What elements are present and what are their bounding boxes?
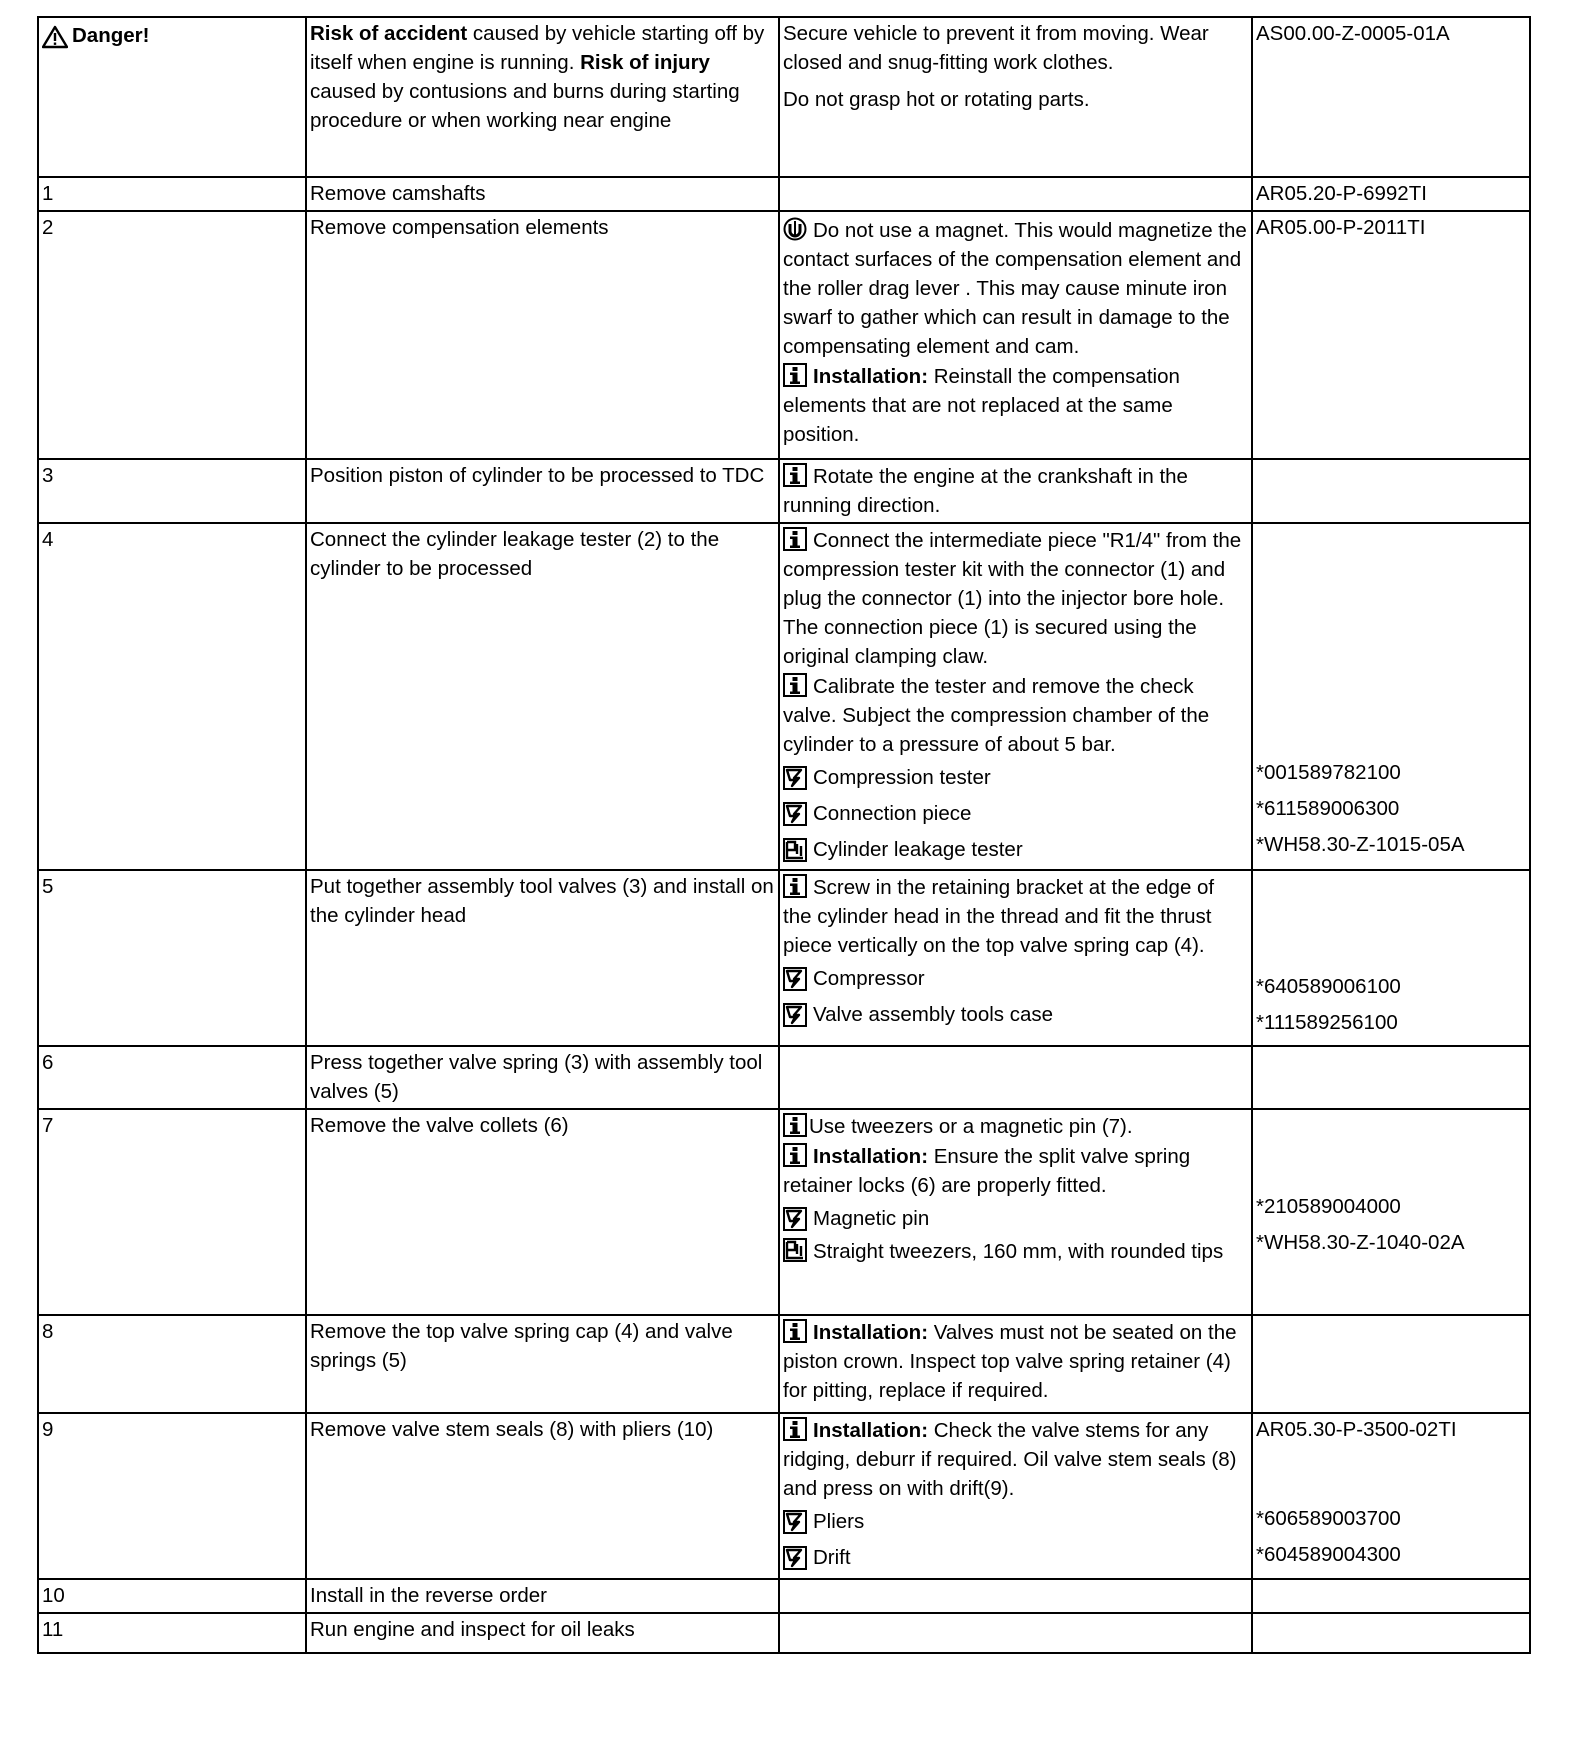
step-row-2 <box>38 211 1530 459</box>
danger-measures-cell <box>779 17 1252 177</box>
workshop-equipment-icon <box>783 838 807 862</box>
step-number: 2 <box>38 211 306 459</box>
special-tool-icon <box>783 1003 807 1027</box>
workshop-equipment-icon <box>783 1238 807 1262</box>
danger-label: Danger! <box>72 24 150 47</box>
step-ref <box>1252 1579 1530 1613</box>
step-ref: AR05.20-P-6992TI <box>1252 177 1530 211</box>
danger-row <box>38 17 1530 177</box>
tool-name: Compressor <box>813 966 925 990</box>
step-action: Install in the reverse order <box>306 1579 779 1613</box>
step-number: 5 <box>38 870 306 1046</box>
note-text: Valves must not be seated on the piston crown. Inspect top valve spring retainer (4) for pitting, replace if required. <box>783 1321 1237 1402</box>
tool-ref: *604589004300 <box>1256 1543 1401 1566</box>
step-number: 6 <box>38 1046 306 1109</box>
step-ref: AR05.00-P-2011TI <box>1252 211 1530 459</box>
special-tool-icon <box>783 1546 807 1570</box>
tool-name: Compression tester <box>813 765 991 789</box>
note-text: Rotate the engine at the crankshaft in the running direction. <box>783 465 1188 517</box>
tool-line <box>783 795 1248 831</box>
danger-measure-2: Do not grasp hot or rotating parts. <box>783 88 1090 111</box>
step-row-9 <box>38 1413 1530 1579</box>
step-ref <box>1252 1613 1530 1653</box>
step-action: Run engine and inspect for oil leaks <box>306 1613 779 1653</box>
special-tool-icon <box>783 766 807 790</box>
special-tool-icon <box>783 1207 807 1231</box>
step-action: Remove the valve collets (6) <box>306 1109 779 1315</box>
step-notes <box>779 870 1252 1046</box>
no-magnet-icon <box>783 217 807 241</box>
step-ref <box>1252 1046 1530 1109</box>
tool-name: Drift <box>813 1545 851 1569</box>
tool-name: Valve assembly tools case <box>813 1002 1054 1026</box>
risk-accident-text: caused by vehicle starting off by itself when engine is running. <box>310 22 765 74</box>
tool-name: Connection piece <box>813 801 972 825</box>
step-notes <box>779 523 1252 870</box>
tool-name: Magnetic pin <box>813 1206 930 1230</box>
danger-measure-1: Secure vehicle to prevent it from moving. Wear closed and snug-fitting work clothes. <box>783 22 1209 74</box>
step-row-10 <box>38 1579 1530 1613</box>
step-row-6 <box>38 1046 1530 1109</box>
info-icon <box>783 1417 807 1441</box>
note-text: Ensure the split valve spring retainer locks (6) are properly fitted. <box>783 1145 1191 1197</box>
risk-injury-text: caused by contusions and burns during starting procedure or when working near engine <box>310 80 740 132</box>
info-icon <box>783 1113 807 1137</box>
step-action: Press together valve spring (3) with assembly tool valves (5) <box>306 1046 779 1109</box>
installation-label: Installation: <box>813 1145 929 1168</box>
procedure-table <box>37 16 1531 1654</box>
step-notes <box>779 1315 1252 1413</box>
step-row-7 <box>38 1109 1530 1315</box>
info-icon <box>783 363 807 387</box>
tool-line <box>783 996 1248 1032</box>
step-number: 11 <box>38 1613 306 1653</box>
step-notes <box>779 1046 1252 1109</box>
step-notes <box>779 1109 1252 1315</box>
tool-ref: *WH58.30-Z-1015-05A <box>1256 833 1465 856</box>
tool-line <box>783 831 1248 867</box>
step-number: 7 <box>38 1109 306 1315</box>
step-action: Remove the top valve spring cap (4) and valve springs (5) <box>306 1315 779 1413</box>
step-ref <box>1252 870 1530 1046</box>
step-notes <box>779 211 1252 459</box>
step-action: Remove camshafts <box>306 177 779 211</box>
step-ref <box>1252 1109 1530 1315</box>
note-text: Check the valve stems for any ridging, deburr if required. Oil valve stem seals (8) and press on with drift(9). <box>783 1419 1237 1500</box>
step-number: 8 <box>38 1315 306 1413</box>
step-ref <box>1252 1315 1530 1413</box>
tool-ref: *001589782100 <box>1256 761 1401 784</box>
step-row-3 <box>38 459 1530 523</box>
step-notes <box>779 1413 1252 1579</box>
step-row-5 <box>38 870 1530 1046</box>
step-notes <box>779 177 1252 211</box>
special-tool-icon <box>783 802 807 826</box>
step-number: 9 <box>38 1413 306 1579</box>
note-text: Use tweezers or a magnetic pin (7). <box>809 1115 1133 1138</box>
info-icon <box>783 1319 807 1343</box>
tool-ref: *611589006300 <box>1256 797 1400 820</box>
tool-line <box>783 1503 1248 1539</box>
risk-injury-label: Risk of injury <box>580 51 710 74</box>
info-icon <box>783 463 807 487</box>
info-icon <box>783 874 807 898</box>
note-text: Calibrate the tester and remove the check valve. Subject the compression chamber of the cylinder to a pressure of about 5 bar. <box>783 675 1210 756</box>
step-action: Remove compensation elements <box>306 211 779 459</box>
step-notes <box>779 459 1252 523</box>
note-text: Do not use a magnet. This would magnetize the contact surfaces of the compensation element and the roller drag lever . This may cause minute iron swarf to gather which can result in damage to the compensating element and cam. <box>783 219 1247 358</box>
step-number: 4 <box>38 523 306 870</box>
tool-line <box>783 1200 1248 1236</box>
step-ref <box>1252 459 1530 523</box>
step-row-4 <box>38 523 1530 870</box>
risk-accident-label: Risk of accident <box>310 22 468 45</box>
note-text: Screw in the retaining bracket at the edge of the cylinder head in the thread and fit the thrust piece vertically on the top valve spring cap (4). <box>783 876 1215 957</box>
installation-label: Installation: <box>813 1419 929 1442</box>
danger-label-cell <box>38 17 306 177</box>
danger-ref: AS00.00-Z-0005-01A <box>1252 17 1530 177</box>
step-row-1 <box>38 177 1530 211</box>
step-number: 1 <box>38 177 306 211</box>
installation-label: Installation: <box>813 1321 929 1344</box>
note-text: Connect the intermediate piece "R1/4" from the compression tester kit with the connector (1) and plug the connector (1) into the injector bore hole. The connection piece (1) is secured using the original clamping claw. <box>783 529 1242 668</box>
note-text: Reinstall the compensation elements that are not replaced at the same position. <box>783 365 1180 446</box>
tool-line <box>783 1236 1248 1266</box>
tool-line <box>783 1539 1248 1575</box>
step-action: Put together assembly tool valves (3) and install on the cylinder head <box>306 870 779 1046</box>
special-tool-icon <box>783 967 807 991</box>
info-icon <box>783 1143 807 1167</box>
step-number: 3 <box>38 459 306 523</box>
tool-ref: *WH58.30-Z-1040-02A <box>1256 1231 1465 1254</box>
info-icon <box>783 527 807 551</box>
installation-label: Installation: <box>813 365 929 388</box>
step-number: 10 <box>38 1579 306 1613</box>
tool-name: Cylinder leakage tester <box>813 837 1023 861</box>
step-row-8 <box>38 1315 1530 1413</box>
tool-ref: *111589256100 <box>1256 1011 1398 1034</box>
step-ref <box>1252 523 1530 870</box>
step-notes <box>779 1579 1252 1613</box>
step-action: Position piston of cylinder to be processed to TDC <box>306 459 779 523</box>
tool-line <box>783 960 1248 996</box>
special-tool-icon <box>783 1510 807 1534</box>
info-icon <box>783 673 807 697</box>
tool-name: Pliers <box>813 1509 865 1533</box>
step-action: Connect the cylinder leakage tester (2) to the cylinder to be processed <box>306 523 779 870</box>
tool-ref: *640589006100 <box>1256 975 1401 998</box>
procedure-ref: AR05.30-P-3500-02TI <box>1256 1418 1457 1441</box>
tool-name: Straight tweezers, 160 mm, with rounded tips <box>813 1240 1224 1263</box>
tool-line <box>783 759 1248 795</box>
step-ref <box>1252 1413 1530 1579</box>
step-row-11 <box>38 1613 1530 1653</box>
tool-ref: *606589003700 <box>1256 1507 1401 1530</box>
danger-risk-cell <box>306 17 779 177</box>
step-action: Remove valve stem seals (8) with pliers (10) <box>306 1413 779 1579</box>
step-notes <box>779 1613 1252 1653</box>
tool-ref: *210589004000 <box>1256 1195 1401 1218</box>
warning-triangle-icon <box>42 25 66 49</box>
